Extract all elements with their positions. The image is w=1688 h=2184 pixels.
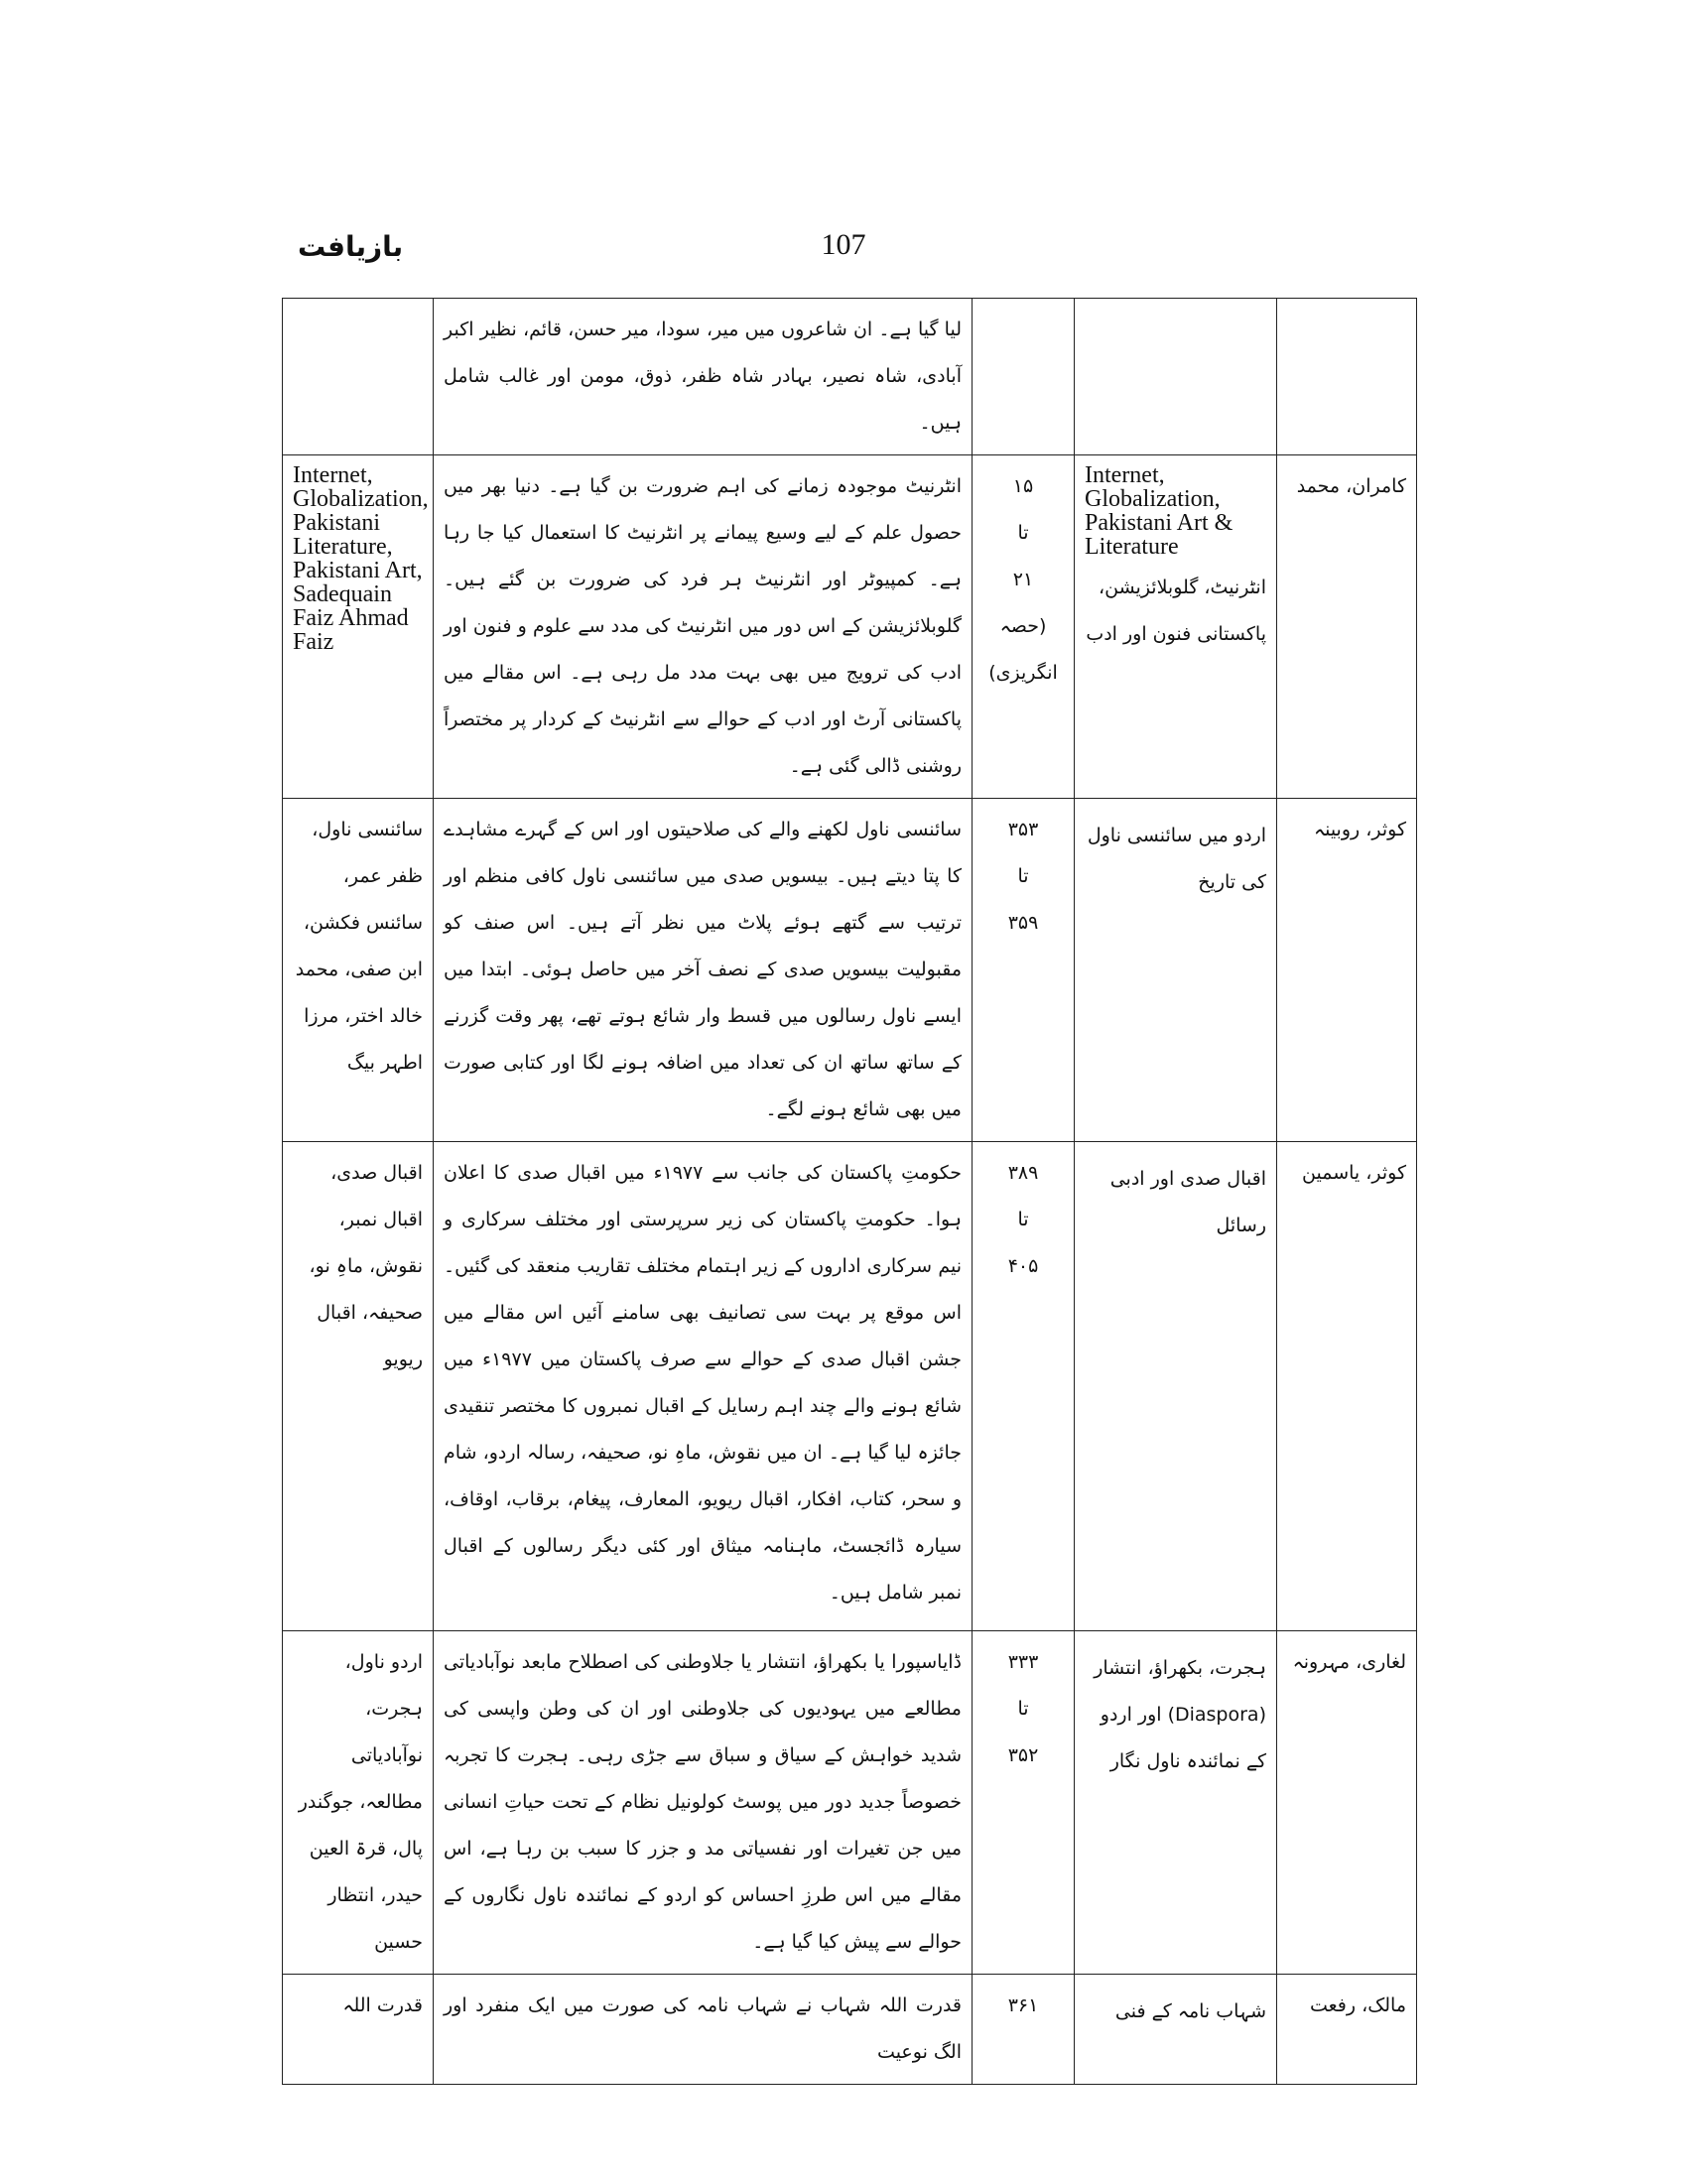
summary-text: حکومتِ پاکستان کی جانب سے ۱۹۷۷ء میں اقبال صدی کا اعلان ہوا۔ حکومتِ پاکستان کی زیر سرپرستی اور مختلف سرکاری و نیم سرکاری اداروں کے زیر اہتمام مختلف تقاریب منعقد کی گئیں۔ اس موقع پر بہت سی تصانیف بھی سامنے آئیں اس مقالے میں جشن اقبال صدی کے حوالے سے صرف پاکستان میں ۱۹۷۷ء میں شائع ہونے والے چند اہم رسایل کے اقبال نمبروں کا مختصر تنقیدی جائزہ لیا گیا ہے۔ ان میں نقوش، ماہِ نو، صحیفہ، رسالہ اردو، شام و سحر، کتاب، افکار، اقبال ریویو، المعارف، پیغام، برقاب، اوقاف، سیارہ ڈائجسٹ، ماہنامہ میثاق اور کئی دیگر رسالوں کے اقبال نمبر شامل ہیں۔: [444, 1162, 962, 1604]
page-number: 107: [821, 228, 866, 261]
author-name: مالک، رفعت: [1309, 1994, 1406, 2016]
page-range-part: تا: [1017, 1698, 1029, 1720]
page-range-part: ۲۱: [1012, 569, 1034, 590]
page-range-part: ۳۵۳: [1007, 819, 1039, 840]
article-index-table: [282, 298, 1417, 2085]
title-urdu: انٹرنیٹ، گلوبلائزیشن، پاکستانی فنون اور ادب: [1086, 577, 1266, 645]
summary-text: سائنسی ناول لکھنے والے کی صلاحیتوں اور اس کے گہرے مشاہدے کا پتا دیتے ہیں۔ بیسویں صدی میں سائنسی ناول کافی منظم اور ترتیب سے گتھے ہوئے پلاٹ میں نظر آتے ہیں۔ اس صنف کو مقبولیت بیسویں صدی کے نصف آخر میں حاصل ہوئی۔ ابتدا میں ایسے ناول رسالوں میں قسط وار شائع ہوتے تھے، پھر وقت گزرنے کے ساتھ ساتھ ان کی تعداد میں اضافہ ہونے لگا اور کتابی صورت میں بھی شائع ہونے لگے۔: [444, 819, 962, 1120]
summary-cell: [434, 799, 973, 1142]
title-cell: [1075, 799, 1277, 1142]
keywords-cell: [283, 299, 434, 455]
keywords-cell: [283, 1975, 434, 2085]
page-range-part: ۱۵: [1012, 475, 1034, 497]
title-urdu: اردو میں سائنسی ناول کی تاریخ: [1087, 825, 1266, 893]
page-range-part: ۳۶۱: [1007, 1994, 1039, 2016]
summary-cell: [434, 1142, 973, 1631]
page-range-part: انگریزی): [988, 662, 1058, 684]
summary-text: لیا گیا ہے۔ ان شاعروں میں میر، سودا، میر حسن، قائم، نظیر اکبر آبادی، شاہ نصیر، بہادر شاہ ظفر، ذوق، مومن اور غالب شامل ہیں۔: [444, 319, 962, 434]
summary-cell: [434, 299, 973, 455]
pages-cell: [973, 455, 1075, 799]
keywords-urdu: اردو ناول، ہجرت، نوآبادیاتی مطالعہ، جوگندر پال، قرۃ العین حیدر، انتظار حسین: [298, 1651, 423, 1953]
page-range-part: (حصہ: [999, 615, 1047, 637]
author-name: کوثر، روبینہ: [1313, 819, 1406, 840]
summary-cell: [434, 455, 973, 799]
pages-cell: [973, 799, 1075, 1142]
title-cell: [1075, 299, 1277, 455]
pages-cell: [973, 1975, 1075, 2085]
summary-text: ڈایاسپورا یا بکھراؤ، انتشار یا جلاوطنی کی اصطلاح مابعد نوآبادیاتی مطالعے میں یہودیوں کی جلاوطنی اور ان کی وطن واپسی کی شدید خواہش کے سیاق و سباق سے جڑی رہی۔ ہجرت کا تجربہ خصوصاً جدید دور میں پوسٹ کولونیل نظام کے تحت حیاتِ انسانی میں جن تغیرات اور نفسیاتی مد و جزر کا سبب بن رہا ہے، اس مقالے میں اس طرزِ احساس کو اردو کے نمائندہ ناول نگاروں کے حوالے سے پیش کیا گیا ہے۔: [444, 1651, 962, 1953]
table-body: [283, 299, 1417, 2085]
page-range-part: ۴۰۵: [1007, 1255, 1039, 1277]
page-range-part: تا: [1017, 522, 1029, 544]
keywords-cell: [283, 1142, 434, 1631]
keywords-english: Internet, Globalization, Pakistani Literature, Pakistani Art, Sadequain Faiz Ahmad Faiz: [293, 462, 429, 655]
table-row: [283, 1631, 1417, 1975]
table-row: [283, 799, 1417, 1142]
author-cell: [1277, 1975, 1417, 2085]
author-cell: [1277, 299, 1417, 455]
pages-cell: [973, 1142, 1075, 1631]
title-cell: [1075, 1631, 1277, 1975]
page-range-part: ۳۳۳: [1007, 1651, 1039, 1673]
author-name: کامران، محمد: [1296, 475, 1406, 497]
title-urdu: اقبال صدی اور ادبی رسائل: [1109, 1168, 1266, 1236]
title-urdu: ہجرت، بکھراؤ، انتشار (Diaspora) اور اردو کے نمائندہ ناول نگار: [1094, 1657, 1266, 1772]
title-english: Internet, Globalization, Pakistani Art & Literature: [1085, 462, 1234, 560]
summary-cell: [434, 1631, 973, 1975]
keywords-cell: [283, 455, 434, 799]
summary-text: قدرت اللہ شہاب نے شہاب نامہ کی صورت میں ایک منفرد اور الگ نوعیت: [444, 1994, 962, 2063]
table-row: [283, 299, 1417, 455]
keywords-cell: [283, 1631, 434, 1975]
keywords-urdu: سائنسی ناول، ظفر عمر، سائنس فکشن، ابن صفی، محمد خالد اختر، مرزا اطہر بیگ: [295, 819, 423, 1074]
summary-text: انٹرنیٹ موجودہ زمانے کی اہم ضرورت بن گیا ہے۔ دنیا بھر میں حصول علم کے لیے وسیع پیمانے پر انٹرنیٹ کا استعمال کیا جا رہا ہے۔ کمپیوٹر اور انٹرنیٹ ہر فرد کی ضرورت بن گئے ہیں۔ گلوبلائزیشن کے اس دور میں انٹرنیٹ کی مدد سے علوم و فنون اور ادب کی ترویج میں بھی بہت مدد مل رہی ہے۔ اس مقالے میں پاکستانی آرٹ اور ادب کے حوالے سے انٹرنیٹ کے کردار پر مختصراً روشنی ڈالی گئی ہے۔: [444, 475, 962, 777]
title-urdu: شہاب نامہ کے فنی: [1114, 2000, 1266, 2022]
title-cell: [1075, 455, 1277, 799]
title-cell: [1075, 1975, 1277, 2085]
page-range-part: تا: [1017, 865, 1029, 887]
page-range-part: ۳۵۹: [1007, 912, 1039, 934]
pages-cell: [973, 299, 1075, 455]
page-range-part: ۳۸۹: [1007, 1162, 1039, 1184]
title-cell: [1075, 1142, 1277, 1631]
table-row: [283, 455, 1417, 799]
author-cell: [1277, 455, 1417, 799]
keywords-urdu: اقبال صدی، اقبال نمبر، نقوش، ماہِ نو، صحیفہ، اقبال ریویو: [309, 1162, 423, 1370]
author-name: کوثر، یاسمین: [1302, 1162, 1406, 1184]
summary-cell: [434, 1975, 973, 2085]
author-cell: [1277, 1142, 1417, 1631]
page-range-part: تا: [1017, 1209, 1029, 1230]
keywords-urdu: قدرت اللہ: [342, 1994, 423, 2016]
table-row: [283, 1975, 1417, 2085]
author-cell: [1277, 1631, 1417, 1975]
page-range-part: ۳۵۲: [1007, 1744, 1039, 1766]
journal-name: بازیافت: [298, 230, 404, 263]
pages-cell: [973, 1631, 1075, 1975]
table-row: [283, 1142, 1417, 1631]
author-cell: [1277, 799, 1417, 1142]
author-name: لغاری، مہرونہ: [1292, 1651, 1406, 1673]
keywords-cell: [283, 799, 434, 1142]
